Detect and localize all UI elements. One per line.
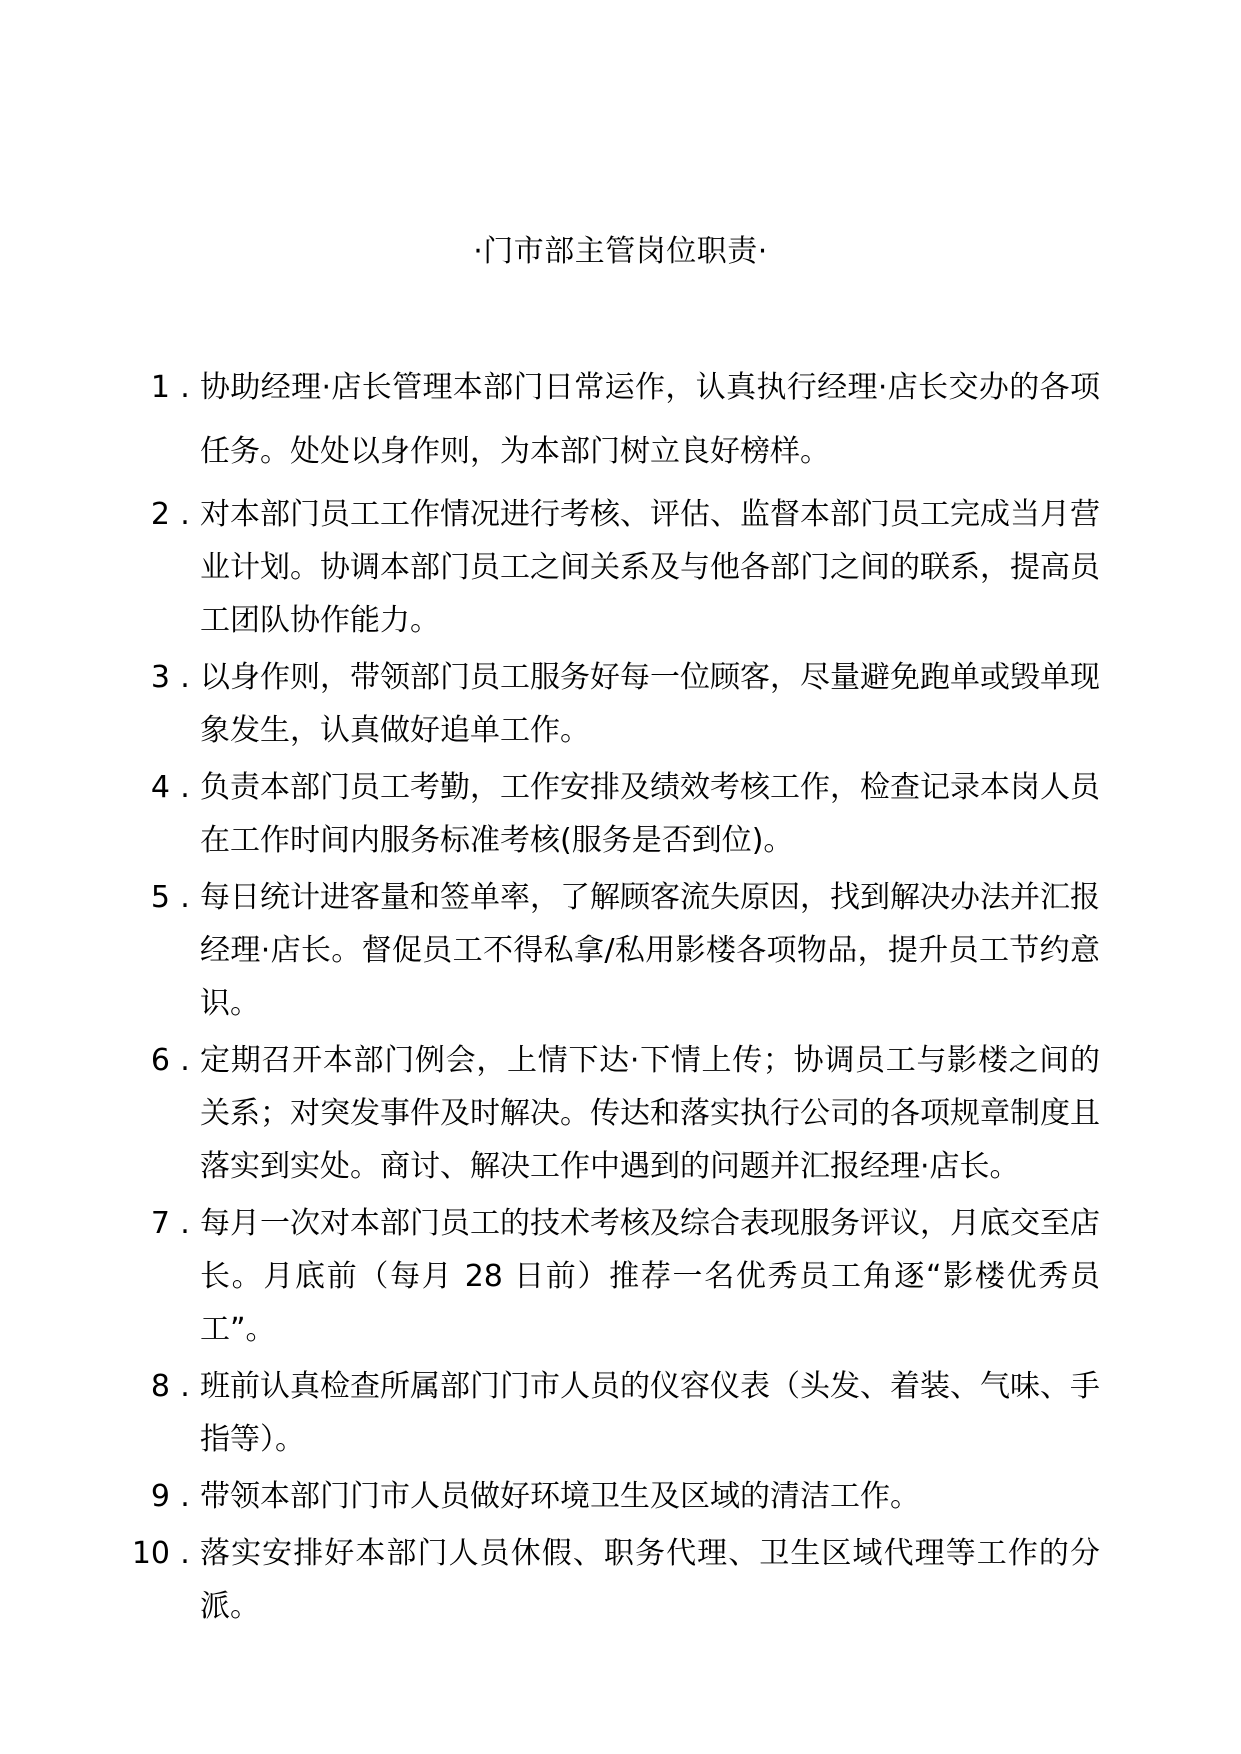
item-number: 7 . <box>150 1206 190 1241</box>
list-item <box>120 1197 1100 1356</box>
item-number: 1 . <box>150 370 190 405</box>
item-number: 6 . <box>150 1043 190 1078</box>
item-number: 5 . <box>150 880 190 915</box>
list-item <box>120 1034 1100 1193</box>
item-text: 每月一次对本部门员工的技术考核及综合表现服务评议，月底交至店长。月底前（每月 28 日前）推荐一名优秀员工角逐“影楼优秀员工”。 <box>200 1206 1100 1347</box>
list-item <box>120 871 1100 1030</box>
item-number: 8 . <box>150 1369 190 1404</box>
item-text: 定期召开本部门例会，上情下达·下情上传；协调员工与影楼之间的关系；对突发事件及时解决。传达和落实执行公司的各项规章制度且落实到实处。商讨、解决工作中遇到的问题并汇报经理·店长。 <box>200 1043 1100 1184</box>
item-text: 带领本部门门市人员做好环境卫生及区域的清洁工作。 <box>200 1479 920 1514</box>
item-text: 对本部门员工工作情况进行考核、评估、监督本部门员工完成当月营业计划。协调本部门员工之间关系及与他各部门之间的联系，提高员工团队协作能力。 <box>200 497 1100 638</box>
list-item <box>120 356 1100 484</box>
list-item <box>120 488 1100 647</box>
list-item <box>120 1527 1100 1633</box>
item-text: 每日统计进客量和签单率，了解顾客流失原因，找到解决办法并汇报经理·店长。督促员工不得私拿/私用影楼各项物品，提升员工节约意识。 <box>200 880 1100 1021</box>
list-item <box>120 761 1100 867</box>
item-text: 负责本部门员工考勤，工作安排及绩效考核工作，检查记录本岗人员在工作时间内服务标准考核(服务是否到位)。 <box>200 770 1100 858</box>
item-number: 2 . <box>150 497 190 532</box>
item-text: 落实安排好本部门人员休假、职务代理、卫生区域代理等工作的分派。 <box>200 1536 1100 1624</box>
item-number: 3 . <box>150 660 190 695</box>
item-text: 协助经理·店长管理本部门日常运作，认真执行经理·店长交办的各项任务。处处以身作则，为本部门树立良好榜样。 <box>200 370 1100 469</box>
document-title: ·门市部主管岗位职责· <box>473 234 768 269</box>
item-number: 4 . <box>150 770 190 805</box>
duties-list <box>120 356 1100 1637</box>
item-text: 班前认真检查所属部门门市人员的仪容仪表（头发、着装、气味、手指等）。 <box>200 1369 1100 1457</box>
list-item <box>120 651 1100 757</box>
item-text: 以身作则，带领部门员工服务好每一位顾客，尽量避免跑单或毁单现象发生，认真做好追单工作。 <box>200 660 1100 748</box>
list-item <box>120 1360 1100 1466</box>
item-number: 10 . <box>131 1536 190 1571</box>
item-number: 9 . <box>150 1479 190 1514</box>
list-item <box>120 1470 1100 1523</box>
